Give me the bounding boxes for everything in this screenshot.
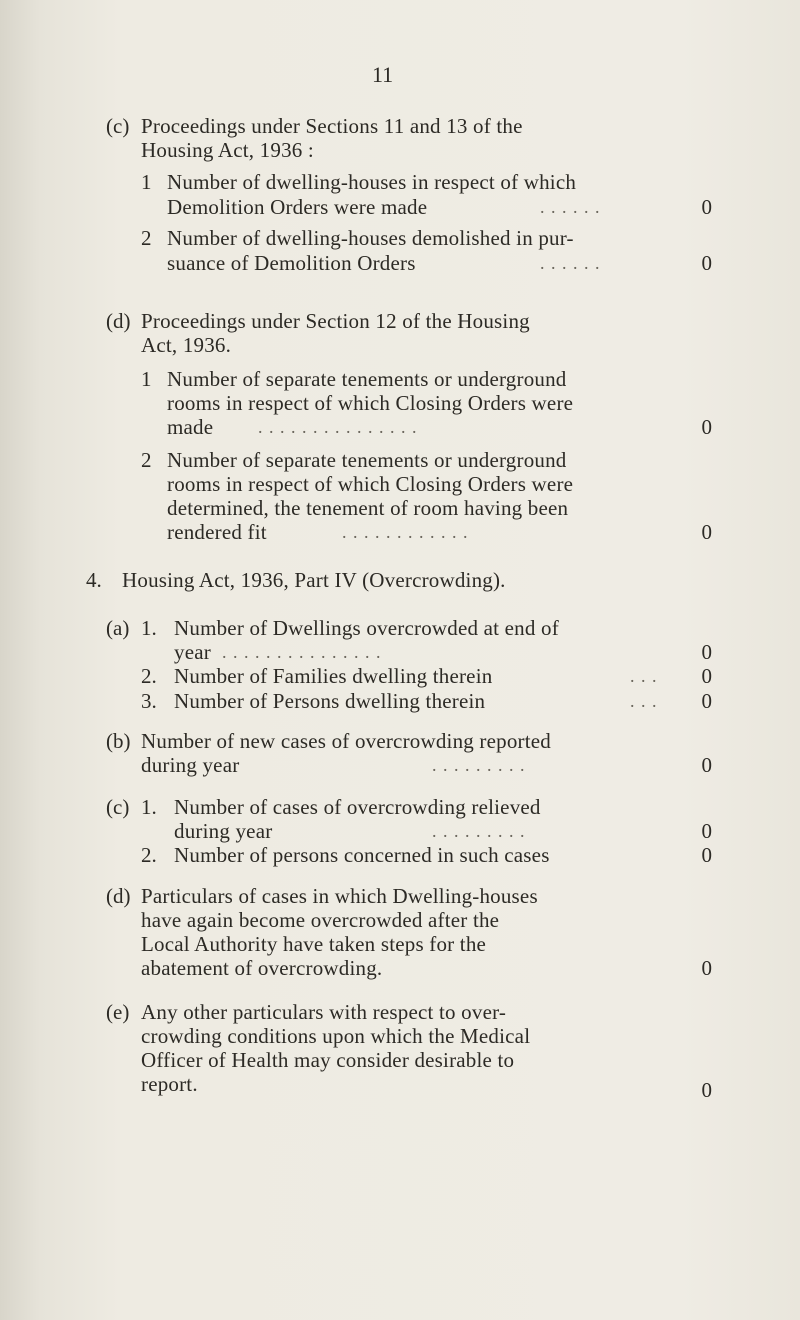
item-text-line: suance of Demolition Orders bbox=[167, 251, 416, 275]
item-text-line: Local Authority have taken steps for the bbox=[141, 932, 487, 956]
item-text-line: Number of cases of overcrowding relieved bbox=[174, 795, 541, 819]
item-text-line: Number of dwelling-houses in respect of which bbox=[167, 170, 577, 194]
section-c-label: (c) bbox=[106, 114, 130, 138]
subsection-b-label: (b) bbox=[106, 729, 131, 753]
item-text-line: abatement of overcrowding. bbox=[141, 956, 383, 980]
subsection-e-label: (e) bbox=[106, 1000, 130, 1024]
item-number: 1. bbox=[141, 795, 157, 819]
page-number: 11 bbox=[372, 62, 394, 87]
item-text-line: Number of new cases of overcrowding reported bbox=[141, 729, 551, 753]
leader-dots: . . . bbox=[630, 691, 658, 711]
section-4-label: 4. bbox=[86, 568, 102, 592]
item-text-line: Number of separate tenements or underground bbox=[167, 448, 567, 472]
item-value: 0 bbox=[701, 689, 712, 713]
leader-dots: . . . . . . . . . . . . bbox=[342, 522, 469, 542]
item-text-line: rooms in respect of which Closing Orders were bbox=[167, 391, 574, 415]
item-text-line: rooms in respect of which Closing Orders were bbox=[167, 472, 574, 496]
item-text-line: Demolition Orders were made bbox=[167, 195, 428, 219]
leader-dots: . . . . . . . . . bbox=[432, 821, 526, 841]
item-text-line: Number of Persons dwelling therein bbox=[174, 689, 486, 713]
item-number: 2. bbox=[141, 664, 157, 688]
item-value: 0 bbox=[701, 664, 712, 688]
item-value: 0 bbox=[701, 753, 712, 777]
item-text-line: during year bbox=[141, 753, 240, 777]
item-number: 1 bbox=[141, 170, 152, 194]
item-text-line: crowding conditions upon which the Medical bbox=[141, 1024, 531, 1048]
item-text-line: Any other particulars with respect to over- bbox=[141, 1000, 507, 1024]
section-c-heading-line1: Proceedings under Sections 11 and 13 of the bbox=[141, 114, 523, 138]
item-number: 2. bbox=[141, 843, 157, 867]
item-value: 0 bbox=[701, 415, 712, 439]
item-text-line: Number of Dwellings overcrowded at end of bbox=[174, 616, 559, 640]
item-text-line: Number of separate tenements or underground bbox=[167, 367, 567, 391]
item-value: 0 bbox=[701, 1078, 712, 1102]
item-text-line: Number of persons concerned in such cases bbox=[174, 843, 550, 867]
item-text-line: rendered fit bbox=[167, 520, 267, 544]
item-number: 2 bbox=[141, 226, 152, 250]
item-text-line: Number of dwelling-houses demolished in pur- bbox=[167, 226, 574, 250]
leader-dots: . . . . . . bbox=[540, 197, 601, 217]
item-value: 0 bbox=[701, 843, 712, 867]
item-text-line: during year bbox=[174, 819, 273, 843]
subsection-c-label: (c) bbox=[106, 795, 130, 819]
item-value: 0 bbox=[701, 195, 712, 219]
section-4-heading: Housing Act, 1936, Part IV (Overcrowding). bbox=[122, 568, 506, 592]
section-d-heading-line1: Proceedings under Section 12 of the Housing bbox=[141, 309, 530, 333]
item-number: 2 bbox=[141, 448, 152, 472]
leader-dots: . . . . . . . . . bbox=[432, 755, 526, 775]
leader-dots: . . . . . . . . . . . . . . . bbox=[222, 642, 382, 662]
item-number: 1. bbox=[141, 616, 157, 640]
item-number: 3. bbox=[141, 689, 157, 713]
item-value: 0 bbox=[701, 819, 712, 843]
item-text-line: Officer of Health may consider desirable to bbox=[141, 1048, 515, 1072]
leader-dots: . . . . . . bbox=[540, 253, 601, 273]
section-d-label: (d) bbox=[106, 309, 131, 333]
section-c-heading-line2: Housing Act, 1936 : bbox=[141, 138, 314, 162]
item-text-line: determined, the tenement of room having been bbox=[167, 496, 569, 520]
item-value: 0 bbox=[701, 956, 712, 980]
subsection-a-label: (a) bbox=[106, 616, 130, 640]
item-text-line: year bbox=[174, 640, 211, 664]
item-text-line: Number of Families dwelling therein bbox=[174, 664, 493, 688]
item-text-line: have again become overcrowded after the bbox=[141, 908, 500, 932]
item-value: 0 bbox=[701, 640, 712, 664]
subsection-d-label: (d) bbox=[106, 884, 131, 908]
section-d-heading-line2: Act, 1936. bbox=[141, 333, 232, 357]
item-value: 0 bbox=[701, 251, 712, 275]
item-text-line: report. bbox=[141, 1072, 198, 1096]
item-text-line: Particulars of cases in which Dwelling-houses bbox=[141, 884, 538, 908]
item-value: 0 bbox=[701, 520, 712, 544]
item-text-line: made bbox=[167, 415, 214, 439]
leader-dots: . . . bbox=[630, 666, 658, 686]
leader-dots: . . . . . . . . . . . . . . . bbox=[258, 417, 418, 437]
item-number: 1 bbox=[141, 367, 152, 391]
